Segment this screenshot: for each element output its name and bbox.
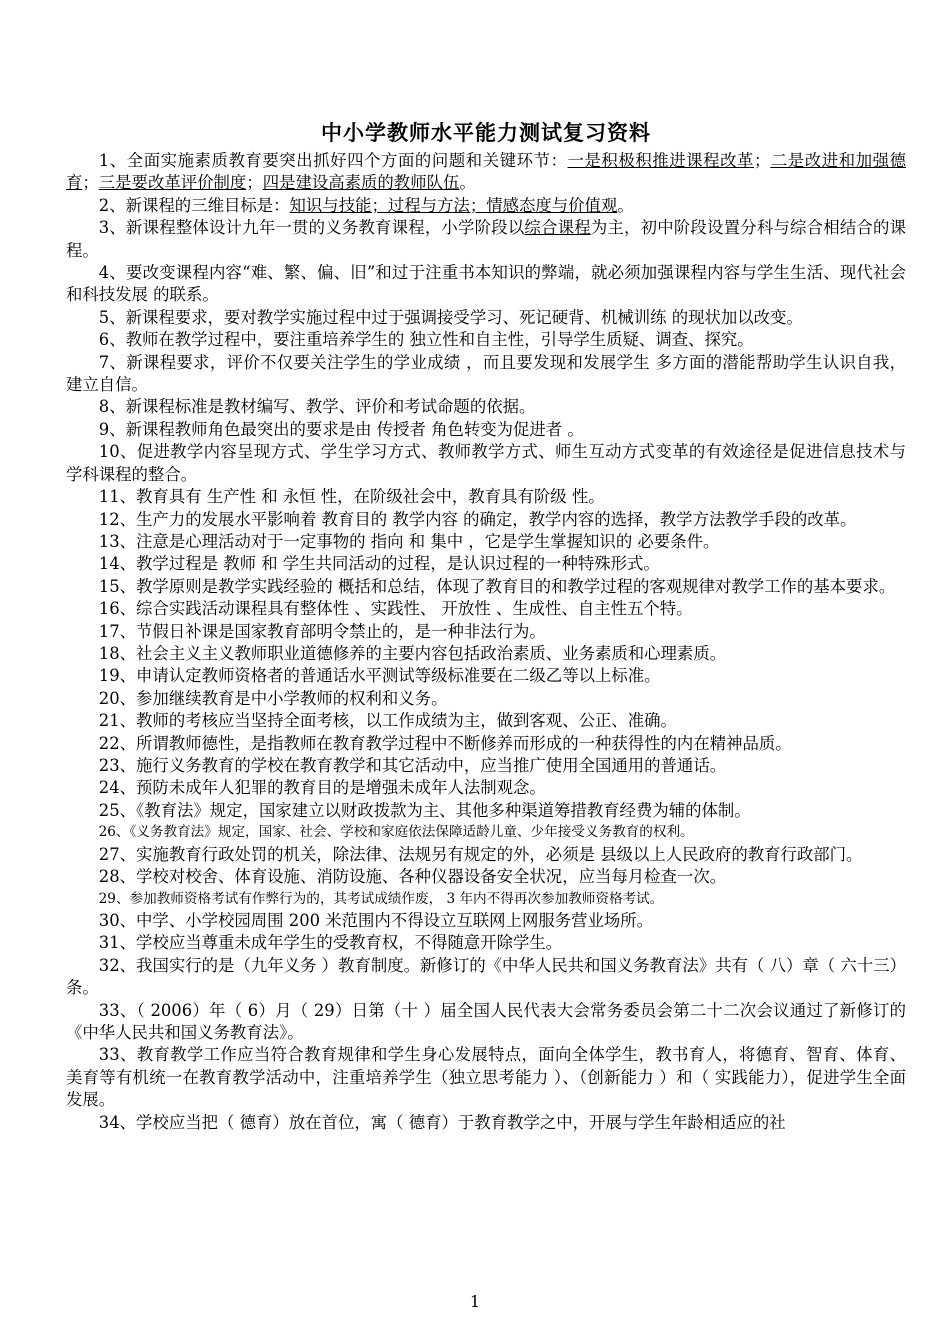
paragraph: 12、生产力的发展水平影响着 教育目的 教学内容 的确定，教学内容的选择，教学方法教学手段的改革。 — [98, 509, 857, 529]
paragraph: 23、施行义务教育的学校在教育教学和其它活动中，应当推广使用全国通用的普通话。 — [98, 755, 727, 775]
paragraph: 33、（ 2006）年（ 6）月（ 29）日第（十 ）届全国人民代表大会常务委员会第二十二次会议通过了新修订的《中华人民共和国义务教育法》。 — [66, 1000, 906, 1043]
paragraph: 21、教师的考核应当坚持全面考核，以工作成绩为主，做到客观、公正、准确。 — [98, 711, 677, 731]
underlined-answer: 综合课程 — [524, 218, 591, 238]
paragraph: 10、促进教学内容呈现方式、学生学习方式、教师教学方式、师生互动方式变革的有效途径是促进信息技术与学科课程的整合。 — [66, 442, 906, 484]
paragraph: 9、新课程教师角色最突出的要求是由 传授者 角色转变为促进者 。 — [98, 419, 584, 439]
paragraph: 27、实施教育行政处罚的机关，除法律、法规另有规定的外，必须是 县级以上人民政府的教育行政部门。 — [98, 844, 863, 864]
paragraph: 14、教学过程是 教师 和 学生共同活动的过程，是认识过程的一种特殊形式。 — [98, 554, 660, 574]
text-segment: ； — [82, 173, 99, 193]
paragraph-list — [66, 150, 906, 1134]
paragraph: 5、新课程要求，要对教学实施过程中过于强调接受学习、死记硬背、机械训练 的现状加以改变。 — [98, 307, 803, 327]
paragraph: 6、教师在教学过程中，要注重培养学生的 独立性和自主性，引导学生质疑、调查、探究。 — [98, 330, 754, 350]
paragraph: 33、教育教学工作应当符合教育规律和学生身心发展特点，面向全体学生，教书育人，将德育、智育、体育、美育等有机统一在教育教学活动中，注重培养学生（独立思考能力 ）、（创新能力 ）和（ 实践能力），促进学生全面发展。 — [66, 1045, 906, 1110]
text-segment: 2、新课程的三维目标是： — [98, 195, 290, 215]
paragraph: 29、参加教师资格考试有作弊行为的，其考试成绩作废， 3 年内不得再次参加教师资格考试。 — [98, 890, 664, 907]
paragraph: 31、学校应当尊重未成年学生的受教育权，不得随意开除学生。 — [98, 933, 563, 953]
paragraph: 32、我国实行的是（九年义务 ）教育制度。新修订的《中华人民共和国义务教育法》共有（ 八）章（ 六十三）条。 — [66, 955, 906, 998]
paragraph: 18、社会主义主义教师职业道德修养的主要内容包括政治素质、业务素质和心理素质。 — [98, 643, 727, 663]
text-segment: 为主，初中阶段设置分科与综合相结合的课程。 — [66, 218, 907, 260]
text-segment: ； — [246, 173, 263, 193]
text-segment: 1、全面实施素质教育要突出抓好四个方面的问题和关键环节： — [98, 151, 568, 170]
text-segment: ； — [754, 151, 771, 170]
page-number: 1 — [469, 1292, 481, 1311]
paragraph: 17、节假日补课是国家教育部明令禁止的，是一种非法行为。 — [98, 621, 546, 641]
paragraph: 24、预防未成年人犯罪的教育目的是增强未成年人法制观念。 — [98, 778, 546, 798]
paragraph: 20、参加继续教育是中小学教师的权利和义务。 — [98, 688, 448, 708]
text-segment: 。 — [617, 195, 634, 215]
paragraph: 26、《义务教育法》规定，国家、社会、学校和家庭依法保障适龄儿童、少年接受义务教育的权利。 — [98, 824, 694, 841]
paragraph: 30、中学、小学校园周围 200 米范围内不得设立互联网上网服务营业场所。 — [98, 911, 654, 930]
paragraph — [66, 217, 906, 262]
paragraph: 4、要改变课程内容“难、繁、偏、旧”和过于注重书本知识的弊端，就必须加强课程内容与学生生活、现代社会和科技发展 的联系。 — [66, 263, 906, 305]
document-title: 中小学教师水平能力测试复习资料 — [321, 120, 651, 145]
paragraph: 19、申请认定教师资格者的普通话水平测试等级标准要在二级乙等以上标准。 — [98, 666, 661, 686]
underlined-answer: 四是建设高素质的教师队伍 — [262, 173, 460, 193]
paragraph: 11、教育具有 生产性 和 永恒 性，在阶级社会中，教育具有阶级 性。 — [98, 487, 605, 507]
paragraph — [66, 195, 906, 217]
text-segment: 3、新课程整体设计九年一贯的义务教育课程，小学阶段以 — [98, 218, 525, 238]
paragraph: 15、教学原则是教学实践经验的 概括和总结，体现了教育目的和教学过程的客观规律对教学工作的基本要求。 — [98, 576, 896, 596]
underlined-answer: 知识与技能；过程与方法；情感态度与价值观 — [289, 195, 618, 215]
paragraph: 28、学校对校舍、体育设施、消防设施、各种仪器设备安全状况，应当每月检查一次。 — [98, 867, 727, 887]
paragraph: 8、新课程标准是教材编写、教学、评价和考试命题的依据。 — [98, 397, 536, 417]
paragraph: 16、综合实践活动课程具有整体性 、实践性、 开放性 、生成性、自主性五个特。 — [98, 599, 693, 619]
paragraph: 7、新课程要求，评价不仅要关注学生的学业成绩 ，而且要发现和发展学生 多方面的潜能帮助学生认识自我，建立自信。 — [66, 352, 906, 395]
paragraph: 34、学校应当把（ 德育）放在首位，寓（ 德育）于教育教学之中，开展与学生年龄相适应的社 — [98, 1112, 786, 1132]
underlined-answer: 二是改进和加强德育 — [66, 151, 907, 193]
text-segment: 。 — [459, 173, 476, 193]
underlined-answer: 一是积极积推进课程改革 — [567, 151, 754, 170]
paragraph: 13、注意是心理活动对于一定事物的 指向 和 集中 ，它是学生掌握知识的 必要条件。 — [98, 531, 720, 551]
paragraph: 22、所谓教师德性，是指教师在教育教学过程中不断修养而形成的一种获得性的内在精神品质。 — [98, 733, 792, 753]
paragraph: 25、《教育法》规定，国家建立以财政拨款为主、其他多种渠道筹措教育经费为辅的体制。 — [98, 800, 751, 820]
document-body — [66, 118, 906, 1134]
paragraph — [66, 150, 906, 195]
underlined-answer: 三是要改革评价制度 — [98, 173, 247, 193]
